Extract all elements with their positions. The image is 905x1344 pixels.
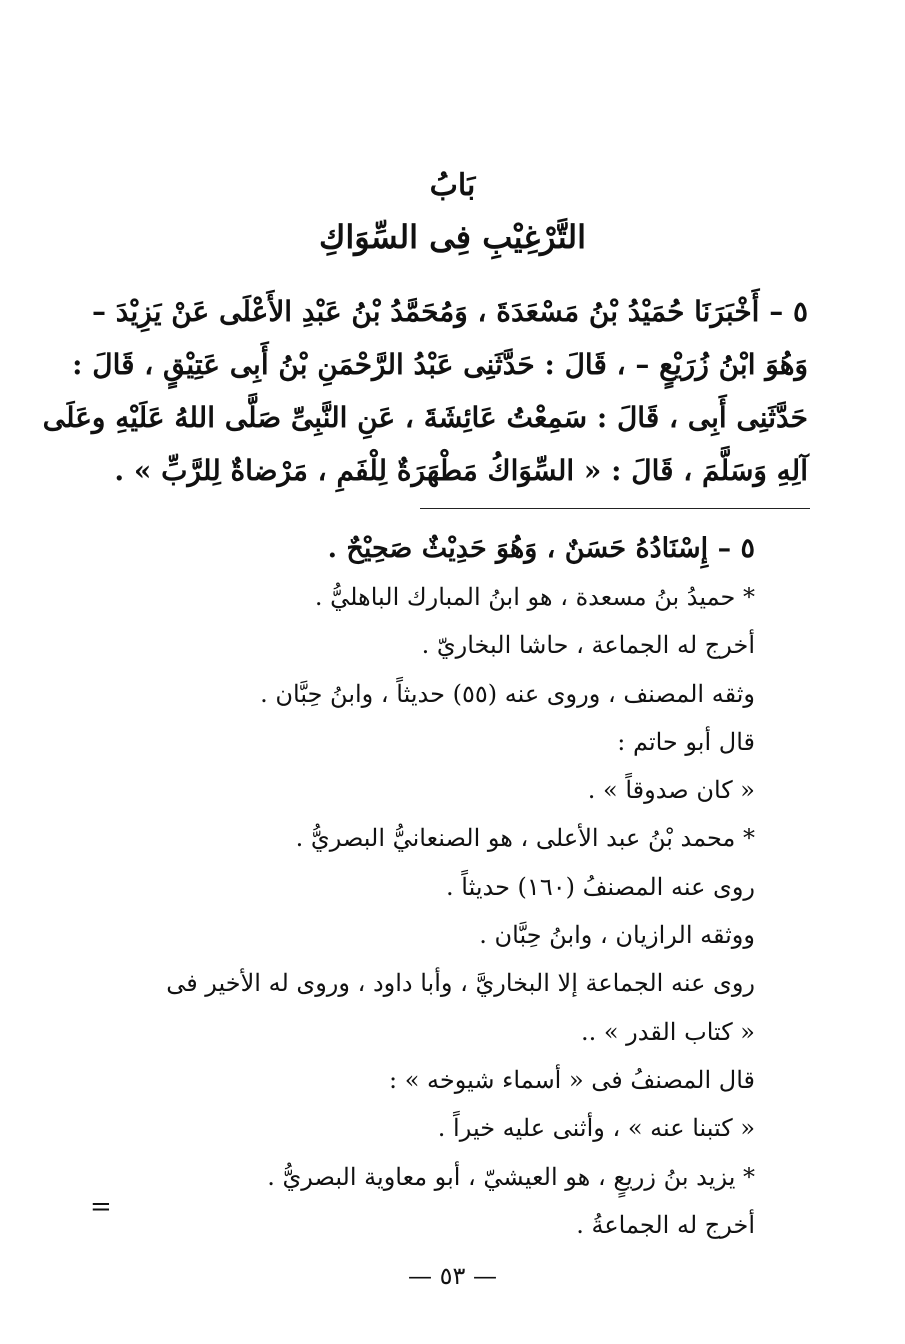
hadith-line: آلِهِ وَسَلَّمَ ، قَالَ : « السِّوَاكُ مَطْهَرَةٌ لِلْفَمِ ، مَرْضاةٌ لِلرَّبِّ » . [114,454,808,487]
hadith-line: حَدَّثَنِى أَبِى ، قَالَ : سَمِعْتُ عَائِشَةَ ، عَنِ النَّبِىِّ صَلَّى اللهُ عَلَيْهِ وعَلَى [42,401,808,434]
commentary-line: وثقه المصنف ، وروى عنه (٥٥) حديثاً ، وابنُ حِبَّان . [260,679,755,708]
commentary-line: * محمد بْنُ عبد الأعلى ، هو الصنعانيُّ البصريُّ . [295,824,755,853]
commentary-line: أخرج له الجماعةُ . [576,1210,755,1239]
commentary-line: قال أبو حاتم : [617,727,755,756]
commentary [85,525,755,1249]
page-number: — ٥٣ — [407,1262,498,1290]
chapter-subheading: التَّرْغِيْبِ فِى السِّوَاكِ [319,218,586,256]
commentary-line: * حميدُ بنُ مسعدة ، هو ابنُ المبارك الباهليُّ . [314,583,755,611]
commentary-heading: ٥ – إِسْنَادُهُ حَسَنٌ ، وَهُوَ حَدِيْثٌ صَحِيْحٌ . [327,533,755,564]
commentary-line: * يزيد بنُ زريعٍ ، هو العيشيّ ، أبو معاوية البصريُّ . [267,1162,755,1191]
commentary-line: « كتاب القدر » .. [580,1017,755,1046]
commentary-line: روى عنه المصنفُ (١٦٠) حديثاً . [446,872,755,901]
continuation-mark: = [90,1192,112,1222]
hadith-line: وَهُوَ ابْنُ زُرَيْعٍ – ، قَالَ : حَدَّثَنِى عَبْدُ الرَّحْمَنِ بْنُ أَبِى عَتِيْقٍ ، قَالَ : [72,348,808,381]
commentary-line: ووثقه الرازيان ، وابنُ حِبَّان . [479,921,755,950]
commentary-line: أخرج له الجماعة ، حاشا البخاريّ . [421,631,755,660]
commentary-line: « كان صدوقاً » . [587,776,755,805]
chapter-heading: بَابُ [429,168,476,203]
hadith-line: ٥ – أَخْبَرَنَا حُمَيْدُ بْنُ مَسْعَدَةَ ، وَمُحَمَّدُ بْنُ عَبْدِ الأَعْلَى عَنْ يَزِيْدَ – [92,295,808,328]
commentary-line: « كتبنا عنه » ، وأثنى عليه خيراً . [437,1114,755,1143]
commentary-line: روى عنه الجماعة إلا البخاريَّ ، وأبا داود ، وروى له الأخير فى [166,969,755,998]
commentary-line: قال المصنفُ فى « أسماء شيوخه » : [388,1065,755,1094]
hadith-text [42,285,808,497]
footnote-divider [420,508,810,509]
